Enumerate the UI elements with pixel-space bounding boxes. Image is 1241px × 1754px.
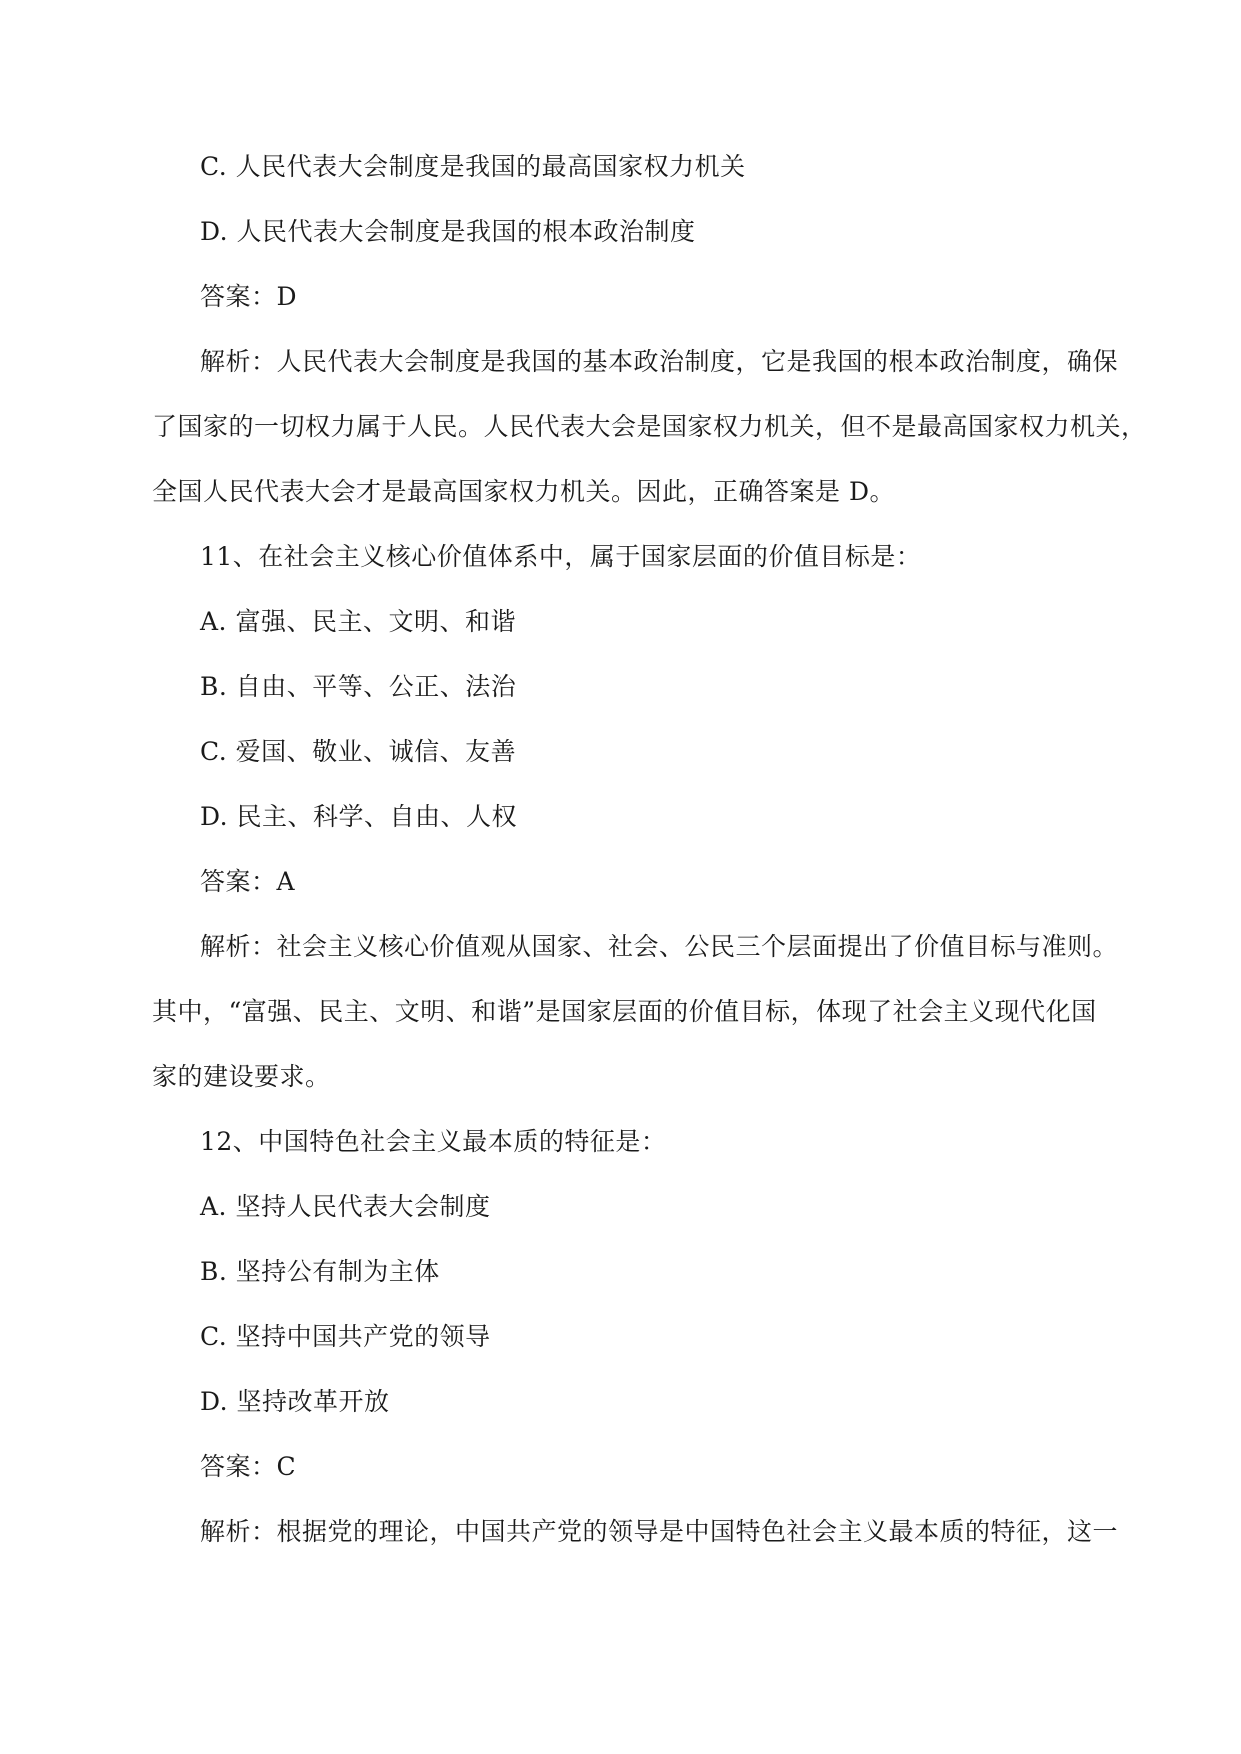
q12-question: 12、中国特色社会主义最本质的特征是： xyxy=(200,1127,667,1156)
q11-option-d: D. 民主、科学、自由、人权 xyxy=(200,802,518,831)
q10-analysis-line-2: 了国家的一切权力属于人民。人民代表大会是国家权力机关，但不是最高国家权力机关， xyxy=(152,412,1147,441)
q11-option-c: C. 爱国、敬业、诚信、友善 xyxy=(200,737,517,766)
q11-analysis-line-2: 其中，“富强、民主、文明、和谐”是国家层面的价值目标，体现了社会主义现代化国 xyxy=(152,997,1097,1026)
q11-answer: 答案：A xyxy=(200,867,296,896)
q12-option-a: A. 坚持人民代表大会制度 xyxy=(200,1192,491,1221)
q11-analysis-line-1: 解析：社会主义核心价值观从国家、社会、公民三个层面提出了价值目标与准则。 xyxy=(200,932,1119,961)
q10-analysis-line-1: 解析：人民代表大会制度是我国的基本政治制度，它是我国的根本政治制度，确保 xyxy=(200,347,1119,376)
q10-analysis-line-3: 全国人民代表大会才是最高国家权力机关。因此，正确答案是 D。 xyxy=(152,477,895,506)
q11-analysis-line-3: 家的建设要求。 xyxy=(152,1062,331,1091)
q10-option-d: D. 人民代表大会制度是我国的根本政治制度 xyxy=(200,217,696,246)
q11-option-b: B. 自由、平等、公正、法治 xyxy=(200,672,517,701)
q12-option-d: D. 坚持改革开放 xyxy=(200,1387,390,1416)
q11-question: 11、在社会主义核心价值体系中，属于国家层面的价值目标是： xyxy=(200,542,922,571)
q10-option-c: C. 人民代表大会制度是我国的最高国家权力机关 xyxy=(200,152,746,181)
q12-analysis-line-1: 解析：根据党的理论，中国共产党的领导是中国特色社会主义最本质的特征，这一 xyxy=(200,1517,1119,1546)
q12-option-b: B. 坚持公有制为主体 xyxy=(200,1257,440,1286)
q12-answer: 答案：C xyxy=(200,1452,297,1481)
q12-option-c: C. 坚持中国共产党的领导 xyxy=(200,1322,491,1351)
q11-option-a: A. 富强、民主、文明、和谐 xyxy=(200,607,516,636)
q10-answer: 答案：D xyxy=(200,282,298,311)
